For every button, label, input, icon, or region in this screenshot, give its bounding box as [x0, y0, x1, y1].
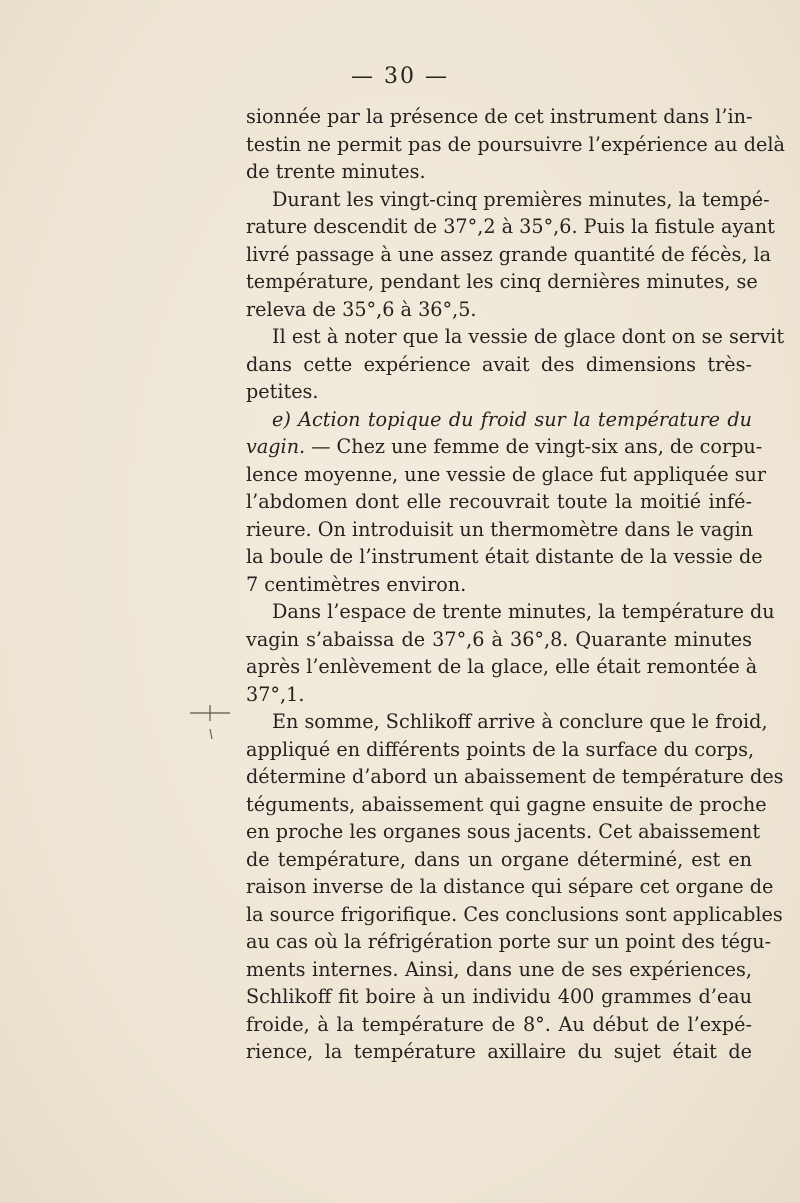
text-line: [246, 296, 752, 324]
text-line: [246, 928, 772, 956]
text-line: [246, 103, 752, 131]
text-line: [246, 791, 767, 819]
line-text: de température, dans un organe déterminé, est en: [246, 847, 752, 871]
line-text: livré passage à une assez grande quantité de fécès, la: [246, 242, 772, 266]
text-line: [246, 681, 752, 709]
text-line: [246, 351, 752, 379]
margin-cross-mark: [188, 703, 232, 739]
line-text: au cas où la réfrigération porte sur un point des tégu-: [246, 930, 772, 953]
line-text: dans cette expérience avait des dimensions très-: [246, 352, 752, 376]
text-line: [246, 1011, 752, 1039]
line-text: la boule de l’instrument était distante de la vessie de: [246, 545, 763, 568]
text-line: [246, 763, 784, 791]
text-line: [246, 406, 752, 434]
text-line: [246, 598, 775, 626]
text-line: [246, 736, 755, 764]
line-text: En somme, Schlikoff arrive à conclure que le froid,: [272, 710, 768, 733]
line-text: appliqué en différents points de la surface du corps,: [246, 737, 755, 761]
text-line: [246, 433, 763, 461]
line-text: froide, à la température de 8°. Au début de l’expé-: [246, 1012, 752, 1036]
italic-heading: e) Action topique du froid sur la température du: [272, 407, 752, 431]
line-text: en proche les organes sous jacents. Cet abaissement: [246, 820, 761, 843]
text-line: [246, 1038, 752, 1066]
text-line: [246, 901, 783, 929]
text-line: [246, 983, 752, 1011]
italic-heading: vagin.: [246, 435, 306, 458]
text-line: [246, 818, 761, 846]
line-text: Il est à noter que la vessie de glace dont on se servit: [272, 325, 785, 348]
line-text: rience, la température axillaire du sujet était de: [246, 1040, 752, 1063]
line-text: Schlikoff fit boire à un individu 400 grammes d’eau: [246, 985, 752, 1008]
text-line: [246, 543, 763, 571]
body-text: [246, 103, 785, 1066]
line-text: température, pendant les cinq dernières minutes, se: [246, 270, 758, 293]
page-number: — 30 —: [351, 64, 449, 89]
text-line: [246, 186, 770, 214]
line-text: sionnée par la présence de cet instrument dans l’in-: [246, 105, 753, 128]
line-text: releva de 35°,6 à 36°,5.: [246, 297, 477, 321]
text-line: [246, 488, 752, 516]
text-line: [246, 241, 772, 269]
line-text: raison inverse de la distance qui sépare cet organe de: [246, 875, 774, 898]
text-line: [246, 378, 752, 406]
text-line: [246, 131, 785, 159]
text-line: [246, 846, 752, 874]
line-text: 37°,1.: [246, 682, 305, 706]
text-line: [246, 873, 774, 901]
text-line: [246, 626, 752, 654]
text-line: [246, 268, 758, 296]
line-text: l’abdomen dont elle recouvrait toute la moitié infé-: [246, 490, 752, 513]
text-line: [246, 158, 752, 186]
line-text: rature descendit de 37°,2 à 35°,6. Puis la fistule ayant: [246, 215, 775, 238]
line-text: vagin s’abaissa de 37°,6 à 36°,8. Quarante minutes: [246, 627, 752, 651]
line-text: détermine d’abord un abaissement de température des: [246, 765, 784, 788]
line-text: 7 centimètres environ.: [246, 572, 467, 596]
line-text: la source frigorifique. Ces conclusions sont applicables: [246, 902, 783, 926]
text-line: [246, 956, 752, 984]
line-text: ments internes. Ainsi, dans une de ses expériences,: [246, 957, 752, 981]
text-line: [246, 323, 785, 351]
line-text: de trente minutes.: [246, 160, 426, 183]
line-text: petites.: [246, 380, 319, 403]
text-line: [246, 653, 758, 681]
text-line: [246, 461, 767, 489]
line-text: — Chez une femme de vingt-six ans, de corpu-: [305, 435, 763, 458]
line-text: Dans l’espace de trente minutes, la température du: [272, 600, 775, 623]
line-text: après l’enlèvement de la glace, elle était remontée à: [246, 655, 758, 678]
text-line: [246, 213, 775, 241]
line-text: testin ne permit pas de poursuivre l’expérience au delà: [246, 132, 785, 156]
line-text: Durant les vingt-cinq premières minutes, la tempé-: [272, 187, 770, 211]
text-line: [246, 571, 752, 599]
line-text: téguments, abaissement qui gagne ensuite de proche: [246, 792, 767, 816]
line-text: lence moyenne, une vessie de glace fut appliquée sur: [246, 462, 767, 486]
text-line: [246, 708, 768, 736]
text-line: [246, 516, 752, 544]
line-text: rieure. On introduisit un thermomètre dans le vagin: [246, 517, 754, 541]
